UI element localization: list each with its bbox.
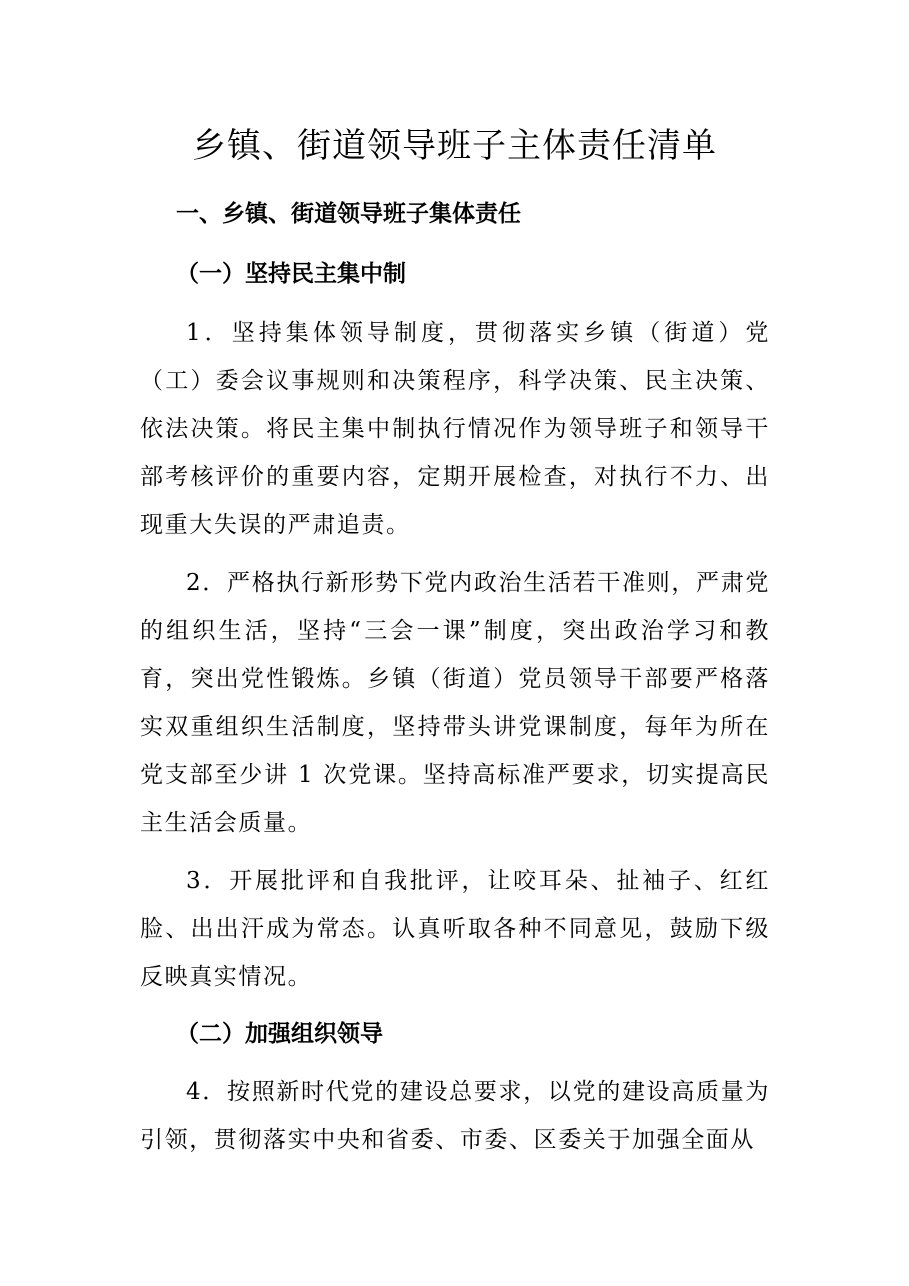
paragraph-3: 3．开展批评和自我批评，让咬耳朵、扯袖子、红红脸、出出汗成为常态。认真听取各种不同意见，鼓励下级反映真实情况。 xyxy=(140,868,770,990)
subsection-heading: （二）加强组织领导 xyxy=(176,1021,383,1047)
section-heading: 一、乡镇、街道领导班子集体责任 xyxy=(176,201,521,227)
document-title: 乡镇、街道领导班子主体责任清单 xyxy=(192,126,717,166)
subsection-heading: （一）坚持民主集中制 xyxy=(176,261,406,287)
paragraph-2: 2．严格执行新形势下党内政治生活若干准则，严肃党的组织生活，坚持“三会一课”制度，突出政治学习和教育，突出党性锻炼。乡镇（街道）党员领导干部要严格落实双重组织生活制度，坚持带头讲党课制度，每年为所在党支部至少讲 1 次党课。坚持高标准严要求，切实提高民主生活会质量。 xyxy=(140,570,770,836)
paragraph-4: 4．按照新时代党的建设总要求，以党的建设高质量为引领，贯彻落实中央和省委、市委、区委关于加强全面从 xyxy=(140,1079,770,1153)
paragraph-1: 1．坚持集体领导制度，贯彻落实乡镇（街道）党（工）委会议事规则和决策程序，科学决策、民主决策、依法决策。将民主集中制执行情况作为领导班子和领导干部考核评价的重要内容，定期开展检查，对执行不力、出现重大失误的严肃追责。 xyxy=(140,320,770,538)
